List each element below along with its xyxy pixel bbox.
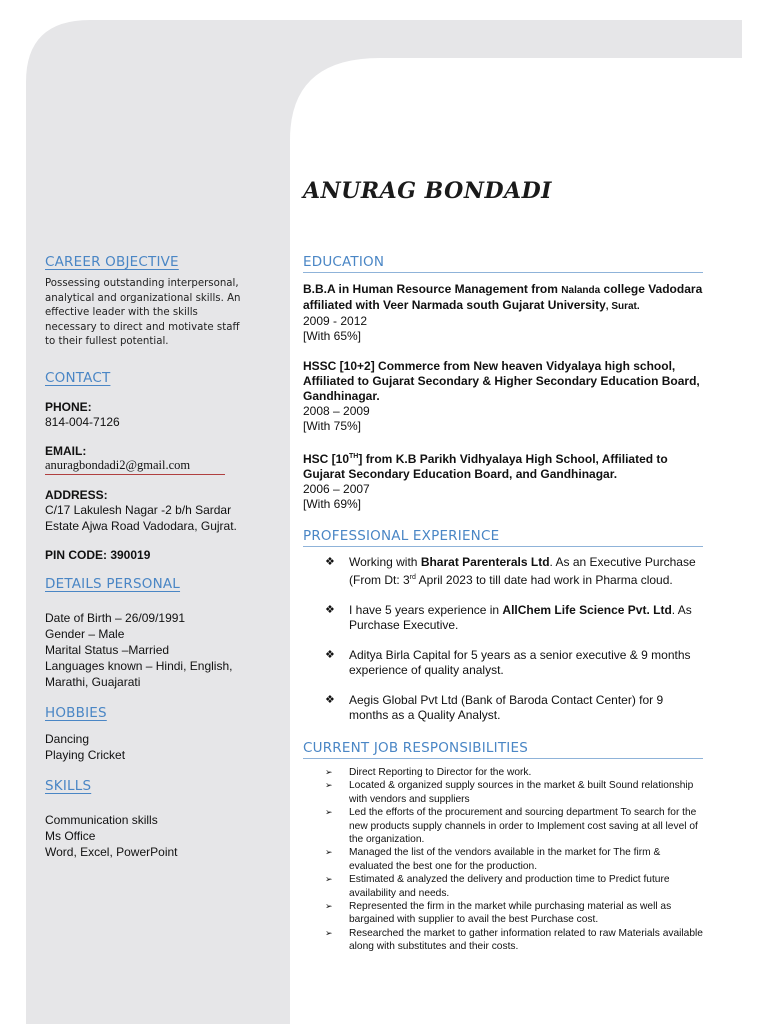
degree-text: HSSC [10+2] Commerce from New heaven Vidyalaya high school, Affiliated to Gujarat Secondary & Higher Secondary Education Board, Gandhinagar.	[303, 359, 700, 403]
hobbies-heading: HOBBIES	[45, 704, 107, 721]
arrow-bullet-icon: ➢	[325, 780, 333, 791]
details-section	[45, 576, 250, 690]
experience-heading: PROFESSIONAL EXPERIENCE	[303, 528, 703, 547]
responsibilities-list	[325, 766, 703, 954]
skills-section	[45, 778, 250, 860]
arrow-bullet-icon: ➢	[325, 807, 333, 818]
responsibility-item	[325, 846, 703, 873]
education-section	[303, 254, 703, 512]
diamond-bullet-icon: ❖	[325, 604, 335, 616]
pin-code: PIN CODE: 390019	[45, 547, 151, 562]
phone-label: PHONE:	[45, 399, 92, 414]
college-name: Nalanda	[561, 285, 601, 296]
experience-text: I have 5 years experience in	[349, 603, 503, 617]
phone-value: 814-004-7126	[45, 414, 120, 429]
responsibility-text: Located & organized supply sources in the market & built Sound relationship with vendors and suppliers	[349, 780, 694, 805]
education-years: 2009 - 2012	[303, 314, 368, 328]
degree-text-continued: college Vadodara affiliated with Veer Narmada south Gujarat University	[303, 282, 703, 312]
responsibility-item	[325, 766, 703, 779]
gender: Gender – Male	[45, 626, 125, 641]
arrow-bullet-icon: ➢	[325, 927, 333, 938]
responsibility-item	[325, 873, 703, 900]
arrow-bullet-icon: ➢	[325, 847, 333, 858]
responsibility-text: Represented the firm in the market while purchasing material as well as bargained with supplier to avail the best Purchase cost.	[349, 901, 672, 926]
marital-status: Marital Status –Married	[45, 642, 170, 657]
address-value: C/17 Lakulesh Nagar -2 b/h Sardar Estate Ajwa Road Vadodara, Gujrat.	[45, 502, 237, 533]
career-objective-section	[45, 254, 250, 350]
experience-item	[323, 648, 703, 678]
company-name: Bharat Parenterals Ltd	[420, 555, 550, 569]
education-grade: [With 65%]	[303, 329, 362, 343]
experience-text: Working with	[349, 555, 421, 569]
diamond-bullet-icon: ❖	[325, 694, 335, 706]
company-name: AllChem Life Science Pvt. Ltd	[502, 603, 672, 617]
contact-section	[45, 370, 250, 562]
career-objective-text: Possessing outstanding interpersonal, analytical and organizational skills. An effective leader with the skills necessary to direct and motivate staff to their fullest potential.	[45, 278, 241, 347]
email-link[interactable]: anuragbondadi2@gmail.com	[45, 458, 225, 475]
hobbies-section	[45, 705, 250, 763]
hobby-item: Playing Cricket	[45, 747, 126, 762]
degree-text-b: ] from K.B Parikh Vidhyalaya High School, Affiliated to Gujarat Secondary Education Board, and Gandhinagar.	[303, 452, 668, 481]
experience-text: Aegis Global Pvt Ltd (Bank of Baroda Contact Center) for 9 months as a Quality Analyst.	[349, 693, 664, 722]
candidate-name: ANURAG BONDADI	[303, 178, 552, 204]
experience-item	[323, 603, 703, 633]
responsibility-item	[325, 806, 703, 846]
details-heading: DETAILS PERSONAL	[45, 575, 181, 592]
skill-item: Ms Office	[45, 828, 96, 843]
degree-superscript: TH	[349, 453, 359, 460]
education-entry	[303, 449, 703, 512]
education-grade: [With 75%]	[303, 419, 362, 433]
right-column	[303, 254, 703, 954]
arrow-bullet-icon: ➢	[325, 901, 333, 912]
responsibilities-section	[303, 740, 703, 954]
skill-item: Word, Excel, PowerPoint	[45, 844, 178, 859]
experience-list	[323, 555, 703, 723]
education-heading: EDUCATION	[303, 254, 703, 273]
responsibility-text: Managed the list of the vendors available in the market for The firm & evaluated the best one for the production.	[349, 847, 661, 872]
responsibilities-heading: CURRENT JOB RESPONSIBILITIES	[303, 740, 703, 759]
responsibility-item	[325, 927, 703, 954]
date-superscript: rd	[409, 574, 416, 581]
responsibility-text: Estimated & analyzed the delivery and production time to Predict future availability and needs.	[349, 874, 670, 899]
education-entry	[303, 282, 703, 344]
responsibility-item	[325, 779, 703, 806]
email-label: EMAIL:	[45, 443, 87, 458]
diamond-bullet-icon: ❖	[325, 649, 335, 661]
experience-text: . As an Executive Purchase (From Dt: 3	[349, 555, 696, 587]
experience-text: April 2023 to till date had work in Pharma cloud.	[415, 573, 673, 587]
responsibility-text: Led the efforts of the procurement and sourcing department To search for the new products supply channels in order to Implement cost saving at all level of the organization.	[349, 807, 698, 846]
experience-text: . As Purchase Executive.	[349, 603, 692, 632]
degree-text	[303, 452, 668, 481]
languages: Languages known – Hindi, English, Marathi, Guajarati	[45, 658, 233, 689]
education-grade: [With 69%]	[303, 497, 362, 511]
arrow-bullet-icon: ➢	[325, 767, 333, 777]
contact-heading: CONTACT	[45, 369, 111, 386]
education-years: 2006 – 2007	[303, 482, 370, 496]
address-label: ADDRESS:	[45, 487, 108, 502]
city-name: , Surat.	[605, 301, 640, 312]
responsibility-item	[325, 900, 703, 927]
left-column	[45, 254, 250, 860]
arrow-bullet-icon: ➢	[325, 874, 333, 885]
education-entry	[303, 359, 703, 434]
responsibility-text: Direct Reporting to Director for the work.	[349, 767, 532, 778]
dob: Date of Birth – 26/09/1991	[45, 610, 186, 625]
experience-text: Aditya Birla Capital for 5 years as a senior executive & 9 months experience of quality analyst.	[349, 648, 691, 677]
hobby-item: Dancing	[45, 731, 90, 746]
experience-item	[323, 693, 703, 723]
skill-item: Communication skills	[45, 812, 158, 827]
education-years: 2008 – 2009	[303, 404, 370, 418]
skills-heading: SKILLS	[45, 777, 92, 794]
experience-section	[303, 528, 703, 723]
degree-text: B.B.A in Human Resource Management from	[303, 282, 558, 296]
responsibility-text: Researched the market to gather information related to raw Materials available along with substitutes and their costs.	[349, 927, 703, 953]
degree-text-a: HSC [10	[303, 452, 350, 466]
diamond-bullet-icon: ❖	[325, 556, 335, 568]
career-objective-heading: CAREER OBJECTIVE	[45, 254, 179, 270]
experience-item	[323, 555, 703, 588]
